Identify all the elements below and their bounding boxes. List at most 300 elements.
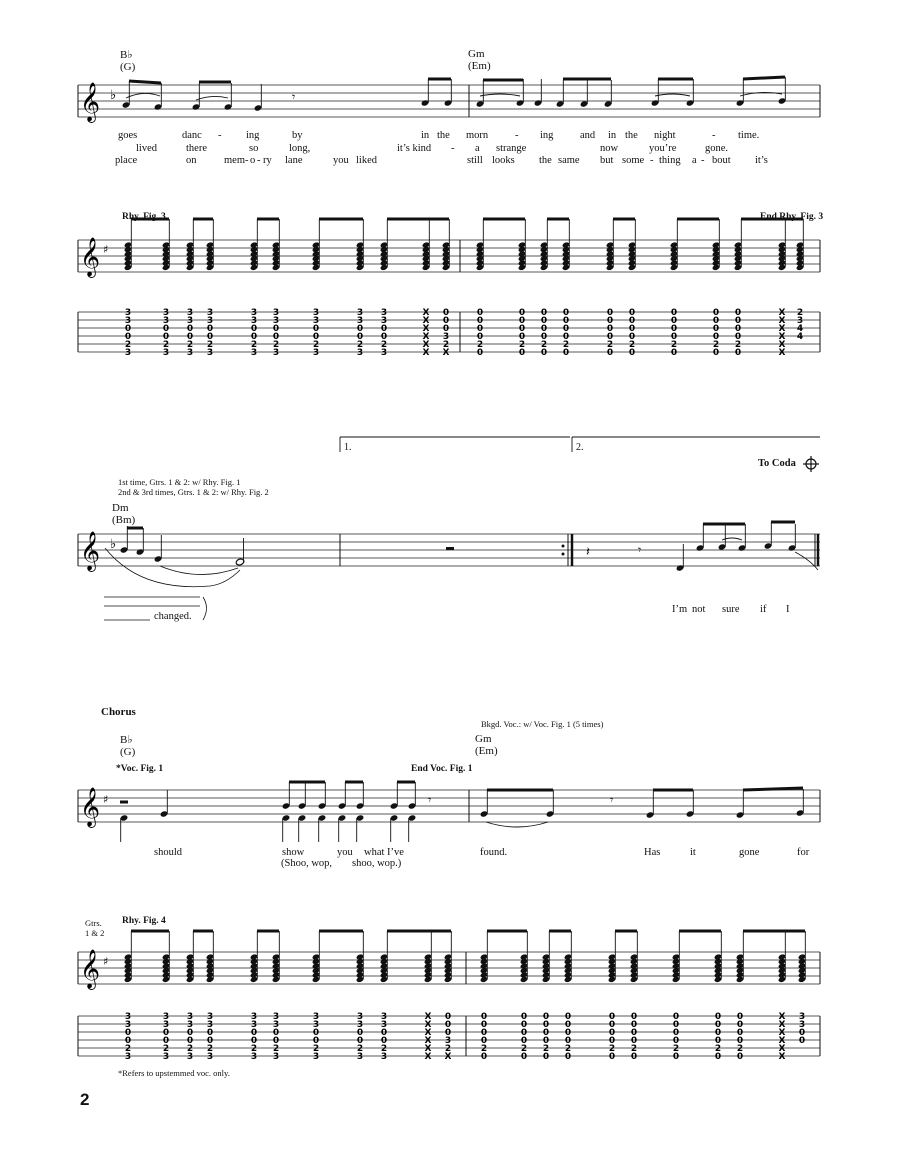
tab-fret: 0 [562, 348, 570, 358]
tab-fret: 0 [186, 324, 194, 334]
treble-clef-icon: 𝄞 [80, 237, 101, 277]
to-coda-label: To Coda [758, 458, 796, 469]
tab-fret: 0 [734, 332, 742, 342]
tab-fret: 2 [734, 340, 742, 350]
lyric: on [186, 155, 197, 166]
lyric: the [539, 155, 552, 166]
tab-fret: 0 [250, 1036, 258, 1046]
tab-fret: X [422, 324, 430, 334]
tab-fret: 2 [380, 1044, 388, 1054]
tab-fret: 0 [712, 324, 720, 334]
tab-fret: 0 [562, 316, 570, 326]
tab-fret: 2 [380, 340, 388, 350]
lyric: gone [739, 847, 760, 858]
tab-fret: X [424, 1052, 432, 1062]
tab-fret: 0 [272, 332, 280, 342]
tab-fret: 0 [520, 1052, 528, 1062]
tab-fret: 0 [312, 1036, 320, 1046]
tab-fret: 0 [380, 332, 388, 342]
lyric: a [692, 155, 697, 166]
tab-fret: 3 [206, 308, 214, 318]
repeat-dot [562, 545, 565, 548]
tab-fret: 0 [736, 1052, 744, 1062]
tab-fret: 3 [380, 308, 388, 318]
tab-fret: 0 [312, 1028, 320, 1038]
treble-clef-icon: 𝄞 [80, 949, 101, 989]
lyric: I [786, 604, 790, 615]
tab-fret: X [422, 340, 430, 350]
tab-fret: 0 [250, 1028, 258, 1038]
tab-fret: X [424, 1012, 432, 1022]
lyric: lived [136, 143, 157, 154]
tab-fret: 3 [798, 1012, 806, 1022]
lyric: bout [712, 155, 731, 166]
tab-fret: 3 [162, 1052, 170, 1062]
lyric: by [292, 130, 303, 141]
tab-fret: 3 [312, 308, 320, 318]
tab-fret: 0 [628, 332, 636, 342]
tab-fret: X [444, 1052, 452, 1062]
lyric: and [580, 130, 596, 141]
tab-fret: 2 [442, 340, 450, 350]
tab-fret: 0 [672, 1020, 680, 1030]
tab-fret: 3 [312, 316, 320, 326]
tab-fret: 3 [124, 1052, 132, 1062]
tab-fret: 3 [186, 1012, 194, 1022]
tab-fret: 0 [608, 1012, 616, 1022]
tab-fret: 2 [630, 1044, 638, 1054]
rhy-fig-3-label: Rhy. Fig. 3 [122, 212, 166, 222]
tab-fret: X [422, 316, 430, 326]
tab-fret: 0 [480, 1012, 488, 1022]
eighth-rest-icon: 𝄾 [292, 90, 296, 104]
tab-fret: 3 [380, 316, 388, 326]
tab-fret: 0 [630, 1028, 638, 1038]
slur [160, 566, 238, 575]
rhy-fig-4-label: Rhy. Fig. 4 [122, 916, 166, 926]
lyric: lane [285, 155, 303, 166]
quarter-rest-icon: 𝄽 [586, 545, 590, 560]
tab-fret: 0 [734, 324, 742, 334]
lyric: I’m [672, 604, 688, 615]
tab-fret: 0 [356, 324, 364, 334]
bracket [203, 597, 207, 620]
tab-fret: 0 [608, 1036, 616, 1046]
lyric: - [257, 155, 261, 166]
tab-fret: 2 [628, 340, 636, 350]
tab-fret: 3 [186, 308, 194, 318]
lyric: looks [492, 155, 515, 166]
tab-fret: 2 [736, 1044, 744, 1054]
tab-fret: 3 [272, 308, 280, 318]
tab-fret: 2 [444, 1044, 452, 1054]
lyric: - [245, 155, 249, 166]
tab-fret: 0 [542, 1012, 550, 1022]
page-number: 2 [80, 1090, 90, 1109]
lyric: o [250, 155, 256, 166]
tab-fret: 0 [272, 1028, 280, 1038]
tab-fret: 0 [606, 332, 614, 342]
tab-fret: 0 [736, 1028, 744, 1038]
tab-fret: 0 [714, 1036, 722, 1046]
tab-fret: 2 [670, 340, 678, 350]
tab-fret: 2 [272, 1044, 280, 1054]
lyric: it’s kind [397, 143, 432, 154]
tab-fret: 3 [356, 1012, 364, 1022]
tab-fret: 2 [206, 1044, 214, 1054]
tab-fret: 3 [444, 1036, 452, 1046]
lyric: goes [118, 130, 138, 141]
tab-fret: 2 [250, 340, 258, 350]
voc-fig-1-label: *Voc. Fig. 1 [116, 764, 164, 774]
tab-fret: 0 [712, 316, 720, 326]
lyric: Has [644, 847, 661, 858]
tab-fret: 0 [798, 1028, 806, 1038]
tab-fret: 3 [186, 348, 194, 358]
tab-fret: 0 [542, 1052, 550, 1062]
lyric: - [650, 155, 654, 166]
tab-fret: 2 [186, 340, 194, 350]
lyric: ing [540, 130, 554, 141]
tab-fret: 2 [606, 340, 614, 350]
tab-fret: 0 [540, 324, 548, 334]
lyric: you’re [649, 143, 677, 154]
tab-fret: 0 [540, 348, 548, 358]
tab-fret: X [422, 348, 430, 358]
tab-fret: 3 [796, 316, 804, 326]
tab-fret: 0 [734, 348, 742, 358]
tab-fret: 2 [562, 340, 570, 350]
lyric: found. [480, 847, 508, 858]
tab-fret: 0 [476, 348, 484, 358]
tab-fret: 0 [564, 1028, 572, 1038]
key-signature-sharp-icon: ♯ [103, 793, 109, 806]
tab-fret: 0 [712, 332, 720, 342]
lyric: if [760, 604, 767, 615]
tab-fret: 2 [162, 1044, 170, 1054]
tab-fret: X [778, 1052, 786, 1062]
tab-fret: 3 [186, 316, 194, 326]
lyric: gone. [705, 143, 729, 154]
tab-fret: 3 [356, 348, 364, 358]
lyric: the [437, 130, 450, 141]
tab-fret: 3 [162, 348, 170, 358]
tab-fret: 0 [540, 308, 548, 318]
key-signature-flat-icon: ♭ [110, 537, 117, 552]
tab-fret: 0 [542, 1036, 550, 1046]
tab-fret: 3 [206, 316, 214, 326]
tab-fret: 0 [672, 1012, 680, 1022]
footnote: *Refers to upstemmed voc. only. [118, 1068, 230, 1078]
tab-fret: X [778, 324, 786, 334]
tab-fret: 0 [186, 332, 194, 342]
tab-fret: 0 [670, 348, 678, 358]
tab-fret: 3 [250, 1020, 258, 1030]
tab-fret: 0 [480, 1020, 488, 1030]
tab-fret: 3 [250, 308, 258, 318]
tab-fret: 0 [672, 1036, 680, 1046]
phrase-slur [105, 548, 240, 587]
tab-fret: 0 [672, 1028, 680, 1038]
tab-fret: 0 [712, 308, 720, 318]
tab-fret: 0 [562, 308, 570, 318]
lyric: - [712, 130, 716, 141]
tab-fret: 0 [476, 324, 484, 334]
tab-fret: 0 [734, 308, 742, 318]
chord-bb: B♭ (G) [120, 49, 136, 73]
eighth-rest-icon: 𝄾 [610, 793, 614, 807]
tab-fret: 3 [312, 1012, 320, 1022]
bkgd-lyric: (Shoo, wop, [281, 858, 333, 869]
slur [480, 94, 520, 96]
key-signature-flat-icon: ♭ [110, 88, 117, 103]
perf-note-1: 1st time, Gtrs. 1 & 2: w/ Rhy. Fig. 1 [118, 477, 241, 487]
tab-fret: 0 [442, 324, 450, 334]
lyric: sure [722, 604, 740, 615]
tab-fret: 3 [356, 316, 364, 326]
tab-fret: 3 [162, 316, 170, 326]
tab-fret: 0 [162, 1028, 170, 1038]
slur [655, 94, 690, 96]
tab-fret: 0 [628, 348, 636, 358]
lyric: - [701, 155, 705, 166]
tab-fret: 0 [206, 1036, 214, 1046]
lyric: - [515, 130, 519, 141]
slur [486, 822, 548, 827]
tab-fret: 3 [380, 1020, 388, 1030]
tab-fret: 0 [518, 316, 526, 326]
tab-fret: 3 [124, 1020, 132, 1030]
tab-fret: 0 [736, 1012, 744, 1022]
treble-clef-icon: 𝄞 [80, 531, 101, 571]
tab-fret: 0 [736, 1020, 744, 1030]
tab-fret: 3 [798, 1020, 806, 1030]
tab-fret: 2 [518, 340, 526, 350]
tab-fret: 0 [520, 1012, 528, 1022]
lyric: ry [263, 155, 272, 166]
tab-fret: 0 [670, 308, 678, 318]
tab-fret: 0 [518, 308, 526, 318]
lyric: in [608, 130, 617, 141]
tab-fret: 0 [476, 332, 484, 342]
tab-fret: 0 [356, 1028, 364, 1038]
tab-fret: 3 [206, 1020, 214, 1030]
tab-fret: 3 [312, 1052, 320, 1062]
tab-fret: 3 [312, 1020, 320, 1030]
tab-fret: 2 [542, 1044, 550, 1054]
tab-fret: 2 [356, 340, 364, 350]
lyric: same [558, 155, 580, 166]
tab-fret: 0 [476, 308, 484, 318]
tab-fret: 0 [628, 316, 636, 326]
tab-fret: 2 [520, 1044, 528, 1054]
tab-fret: X [424, 1020, 432, 1030]
tab-fret: 0 [272, 324, 280, 334]
lyric: the [625, 130, 638, 141]
tab-fret: X [778, 316, 786, 326]
tab-fret: X [778, 1012, 786, 1022]
lyric: still [467, 155, 483, 166]
tab-fret: 0 [628, 308, 636, 318]
lyric: but [600, 155, 614, 166]
lyric: mem [224, 155, 245, 166]
tab-fret: 3 [312, 348, 320, 358]
tab-fret: 2 [672, 1044, 680, 1054]
tab-fret: 0 [714, 1020, 722, 1030]
tab-fret: 0 [606, 316, 614, 326]
tab-fret: 0 [714, 1012, 722, 1022]
lyric: strange [496, 143, 527, 154]
tab-fret: X [778, 332, 786, 342]
tab-fret: 0 [606, 348, 614, 358]
tab-fret: X [424, 1028, 432, 1038]
key-signature-sharp-icon: ♯ [103, 243, 109, 256]
lyric: thing [659, 155, 681, 166]
tab-fret: X [778, 340, 786, 350]
tab-fret: 2 [272, 340, 280, 350]
tab-fret: 0 [670, 332, 678, 342]
tab-fret: 0 [520, 1028, 528, 1038]
tab-fret: 0 [518, 324, 526, 334]
tab-fret: 3 [250, 1012, 258, 1022]
chord-gm: Gm (Em) [468, 48, 491, 72]
tab-fret: 0 [542, 1028, 550, 1038]
lyric: long, [289, 143, 311, 154]
tab-fret: 0 [714, 1028, 722, 1038]
tab-fret: 0 [540, 316, 548, 326]
lyric: it [690, 847, 696, 858]
tab-fret: 3 [272, 316, 280, 326]
tab-fret: 3 [356, 1052, 364, 1062]
tab-fret: 2 [206, 340, 214, 350]
tab-fret: 0 [798, 1036, 806, 1046]
tab-fret: X [778, 1036, 786, 1046]
lyric: - [451, 143, 455, 154]
tab-fret: 3 [206, 348, 214, 358]
tab-fret: 0 [606, 324, 614, 334]
tab-fret: 2 [356, 1044, 364, 1054]
tab-fret: 0 [356, 1036, 364, 1046]
tab-fret: 3 [380, 348, 388, 358]
tab-fret: 0 [714, 1052, 722, 1062]
tab-fret: 2 [712, 340, 720, 350]
tab-fret: 3 [206, 1012, 214, 1022]
tab-fret: 2 [608, 1044, 616, 1054]
tab-fret: 3 [250, 1052, 258, 1062]
lyric: liked [356, 155, 377, 166]
tab-fret: 0 [564, 1036, 572, 1046]
treble-clef-icon: 𝄞 [80, 82, 101, 122]
tab-fret: 3 [380, 1012, 388, 1022]
lyric: you [333, 155, 349, 166]
tab-fret: 0 [608, 1052, 616, 1062]
tab-fret: 0 [124, 332, 132, 342]
whole-rest-icon [446, 547, 454, 550]
tab-fret: 3 [250, 348, 258, 358]
lyric: what I’ve [364, 847, 404, 858]
tab-fret: 0 [124, 1028, 132, 1038]
tab-fret: 3 [356, 1020, 364, 1030]
tab-fret: 0 [670, 324, 678, 334]
lyric: ing [246, 130, 260, 141]
tab-fret: 0 [206, 324, 214, 334]
slur [126, 93, 160, 98]
tab-fret: 0 [162, 324, 170, 334]
tab-fret: X [422, 308, 430, 318]
tab-fret: 0 [380, 1036, 388, 1046]
tab-fret: 0 [480, 1036, 488, 1046]
tab-fret: 3 [272, 1020, 280, 1030]
tab-fret: 2 [162, 340, 170, 350]
ending-2: 2. [576, 442, 584, 453]
tab-fret: 0 [564, 1020, 572, 1030]
tab-fret: 0 [672, 1052, 680, 1062]
tab-fret: 2 [480, 1044, 488, 1054]
lyric: you [337, 847, 353, 858]
tab-fret: 0 [564, 1012, 572, 1022]
lyric: should [154, 847, 183, 858]
tab-fret: 0 [356, 332, 364, 342]
tab-fret: 0 [736, 1036, 744, 1046]
chord-bb-chorus: B♭ (G) [120, 734, 136, 758]
repeat-dot [562, 553, 565, 556]
tab-fret: 0 [444, 1020, 452, 1030]
tab-fret: 3 [124, 1012, 132, 1022]
tab-fret: 3 [206, 1052, 214, 1062]
tab-fret: 2 [312, 1044, 320, 1054]
bkgd-voc-note: Bkgd. Voc.: w/ Voc. Fig. 1 (5 times) [481, 719, 604, 729]
tab-fret: 0 [630, 1036, 638, 1046]
tab-fret: 0 [608, 1028, 616, 1038]
tab-fret: 0 [380, 324, 388, 334]
tab-fret: 0 [124, 324, 132, 334]
tab-fret: 2 [714, 1044, 722, 1054]
lyric: there [186, 143, 207, 154]
tab-fret: 2 [564, 1044, 572, 1054]
tab-fret: 0 [670, 316, 678, 326]
tab-fret: 0 [186, 1028, 194, 1038]
tab-fret: 3 [272, 1052, 280, 1062]
tab-fret: 3 [442, 332, 450, 342]
tab-fret: 0 [312, 324, 320, 334]
tab-fret: X [778, 348, 786, 358]
eighth-rest-icon: 𝄾 [638, 543, 642, 557]
tab-fret: 0 [250, 332, 258, 342]
tab-fret: 0 [442, 308, 450, 318]
tab-fret: 3 [162, 308, 170, 318]
treble-clef-icon: 𝄞 [80, 787, 101, 827]
slur [196, 96, 228, 100]
tab-fret: 0 [520, 1036, 528, 1046]
tab-fret: 0 [630, 1020, 638, 1030]
tab-fret: 3 [186, 1020, 194, 1030]
tab-fret: 3 [272, 1012, 280, 1022]
lyric: now [600, 143, 619, 154]
tab-fret: 2 [124, 340, 132, 350]
tab-fret: 2 [186, 1044, 194, 1054]
ending-1: 1. [344, 442, 352, 453]
lyric: time. [738, 130, 760, 141]
tab-fret: 0 [540, 332, 548, 342]
tab-fret: 3 [124, 308, 132, 318]
tab-fret: 0 [124, 1036, 132, 1046]
tab-fret: X [424, 1044, 432, 1054]
tab-fret: 2 [476, 340, 484, 350]
tab-fret: 0 [520, 1020, 528, 1030]
tab-fret: 3 [124, 316, 132, 326]
tab-fret: 0 [480, 1028, 488, 1038]
tab-fret: 0 [712, 348, 720, 358]
